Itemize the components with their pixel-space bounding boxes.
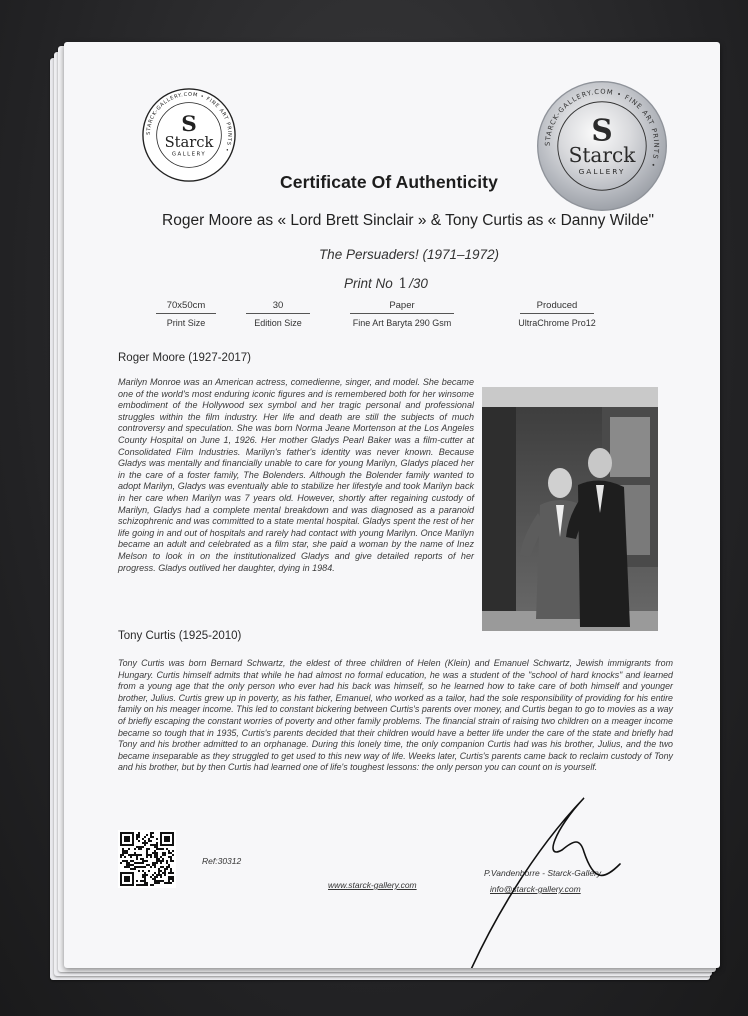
print-no-handwritten: 1 [398, 276, 408, 292]
spec-label: Print Size [166, 318, 206, 328]
spec-paper [350, 300, 454, 328]
biography-tony-curtis: Tony Curtis was born Bernard Schwartz, the eldest of three children of Helen (Klein) and Emanuel Schwartz, Jewish immigrants from Hungary. Curtis himself admits that while he had almost no formal education, he was a student of the "school of hard knocks" and learned from a young age that the only person who ever had his back was himself, so he learned how to take care of both himself and younger brother, Julius. Curtis grew up in poverty, as his father, Emanuel, who worked as a tailor, had the sole responsibility of providing for his entire family on his meager income. This led to constant bickering between Curtis's parents over money, and Curtis began to go to movies as a way of briefly escaping the constant worries of poverty and other family problems. The financial strain of raising two children on a meager income became so tough that in 1935, Curtis's parents decided that their children would have a better life under the care of the state and briefly had Tony and his brother admitted to an orphanage. During this lonely time, the only companion Curtis had was his brother, Julius, and the two became inseparable as they struggled to get used to this new way of life. Weeks later, Curtis's parents came back to reclaim custody of Tony and his brother, but by then Curtis had learned one of life's toughest lessons: the only person you can count on is yourself. [118, 658, 673, 773]
email-link[interactable]: info@starck-gallery.com [490, 884, 581, 894]
signatory-name: P.Vandenborre - Starck-Gallery [484, 868, 602, 878]
svg-text:S: S [591, 112, 613, 148]
spec-value: 30 [246, 300, 310, 314]
website-link[interactable]: www.starck-gallery.com [328, 880, 417, 890]
svg-text:STARCK-GALLERY.COM • FINE ART: STARCK-GALLERY.COM • FINE ART PRINTS • [543, 87, 661, 169]
series-title: The Persuaders! (1971–1972) [318, 247, 500, 262]
spec-value: Produced [520, 300, 594, 314]
print-no-total: /30 [409, 276, 428, 291]
svg-text:Starck: Starck [164, 133, 214, 151]
hologram-seal-sticker [535, 79, 669, 213]
spec-produced [520, 300, 594, 328]
spec-print-size [156, 300, 216, 328]
svg-text:Starck: Starck [568, 143, 636, 168]
print-number [344, 276, 428, 292]
svg-text:S: S [181, 112, 197, 138]
certificate-page [64, 42, 720, 968]
spec-label: UltraChrome Pro12 [518, 318, 596, 328]
svg-text:GALLERY: GALLERY [578, 167, 626, 177]
spec-value: Paper [350, 300, 454, 314]
biography-roger-moore: Marilyn Monroe was an American actress, comedienne, singer, and model. She became one of the world's most enduring iconic figures and is remembered both for her winsome embodiment of the Hollywood sex symbol and her tragic personal and professional struggles within the film industry. Her life and death are still the subjects of much controversy and speculation. She was born Norma Jeane Mortenson at the Los Angeles County Hospital on June 1, 1926. Her mother Gladys Pearl Baker was a film-cutter at Consolidated Film Industries. Marilyn's father's identity was never known. Because Gladys was mentally and financially unable to care for young Marilyn, Gladys placed her in the care of a foster family, The Bolenders. Although the Bolender family wanted to adopt Marilyn, Gladys was eventually able to stabilize her lifestyle and took Marilyn back in her care when Marilyn was 7 years old. However, shortly after regaining custody of Marilyn, Gladys had a complete mental breakdown and was diagnosed as a paranoid schizophrenic and was committed to a state mental hospital. Gladys spent the rest of her life going in and out of hospitals and rarely had contact with young Marilyn. Once Marilyn became an adult and celebrated as a film star, she paid a woman by the name of Inez Melson to look in on the institutionalized Gladys and give detailed reports of her progress. Gladys outlived her daughter, dying in 1984. [118, 377, 474, 573]
svg-text:STARCK-GALLERY.COM • FINE ART: STARCK-GALLERY.COM • FINE ART PRINTS • [145, 91, 233, 153]
print-no-label: Print No [344, 276, 393, 291]
section-heading-roger-moore: Roger Moore (1927-2017) [118, 352, 251, 364]
artwork-subtitle: Roger Moore as « Lord Brett Sinclair » & Tony Curtis as « Danny Wilde" [162, 212, 654, 229]
starck-gallery-logo [140, 86, 238, 184]
spec-label: Edition Size [254, 318, 302, 328]
certificate-title: Certificate Of Authenticity [280, 172, 498, 192]
spec-label: Fine Art Baryta 290 Gsm [352, 318, 452, 328]
handwritten-signature [444, 790, 624, 968]
qr-code[interactable] [118, 830, 176, 888]
section-heading-tony-curtis: Tony Curtis (1925-2010) [118, 630, 242, 642]
actors-photograph [482, 387, 658, 631]
spec-edition-size [246, 300, 310, 328]
svg-text:GALLERY: GALLERY [171, 151, 207, 158]
reference-number: Ref:30312 [202, 856, 242, 866]
spec-value: 70x50cm [156, 300, 216, 314]
